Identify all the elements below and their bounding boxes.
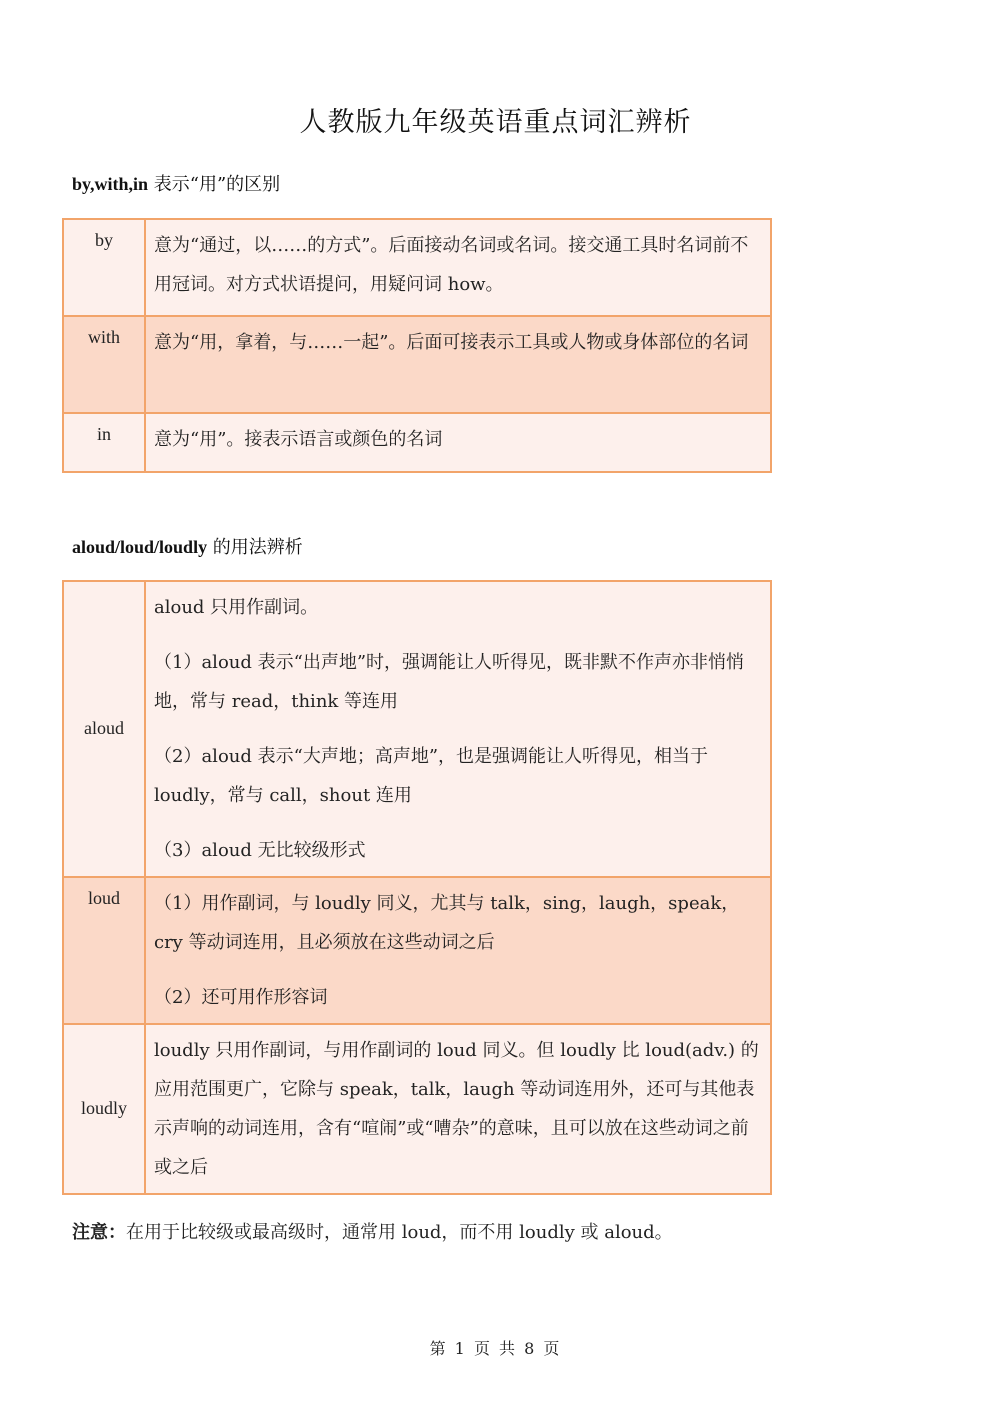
note-label: 注意：: [72, 1222, 126, 1243]
definition-paragraph: （2）aloud 表示“大声地；高声地”，也是强调能让人听得见，相当于 loudly，常与 call，shout 连用: [154, 746, 709, 806]
table-row: [63, 581, 771, 877]
note-text: 在用于比较级或最高级时，通常用 loud，而不用 loudly 或 aloud。: [126, 1222, 673, 1243]
term-cell: by: [63, 219, 145, 316]
term-cell: in: [63, 413, 145, 472]
term-cell: aloud: [63, 581, 145, 877]
definition-paragraph: （2）还可用作形容词: [154, 987, 328, 1008]
section-heading-cn: 的用法辨析: [207, 537, 303, 558]
definition-cell: [145, 1024, 771, 1194]
table-row: [63, 877, 771, 1024]
by-with-in-table: [62, 218, 772, 473]
table-row: [63, 1024, 771, 1194]
definition-paragraph: （1）aloud 表示“出声地”时，强调能让人听得见，既非默不作声亦非悄悄地，常与 read，think 等连用: [154, 652, 745, 712]
term-cell: with: [63, 316, 145, 413]
definition-cell: 意为“通过，以……的方式”。后面接动名词或名词。接交通工具时名词前不用冠词。对方式状语提问，用疑问词 how。: [145, 219, 771, 316]
definition-cell: 意为“用”。接表示语言或颜色的名词: [145, 413, 771, 472]
definition-cell: [145, 877, 771, 1024]
definition-paragraph: （3）aloud 无比较级形式: [154, 840, 366, 861]
definition-paragraph: loudly 只用作副词，与用作副词的 loud 同义。但 loudly 比 loud(adv.) 的应用范围更广，它除与 speak，talk，laugh 等动词连用外，还可与其他表示声响的动词连用，含有“喧闹”或“嘈杂”的意味，且可以放在这些动词之前或之后: [154, 1040, 759, 1178]
section-heading-en: by,with,in: [72, 174, 149, 194]
definition-paragraph: （1）用作副词，与 loudly 同义，尤其与 talk，sing，laugh，speak，cry 等动词连用，且必须放在这些动词之后: [154, 893, 740, 953]
section-heading-en: aloud/loud/loudly: [72, 537, 208, 557]
definition-cell: [145, 581, 771, 877]
page-title: 人教版九年级英语重点词汇辨析: [299, 107, 692, 138]
definition-paragraph: aloud 只用作副词。: [154, 597, 319, 618]
section-heading-by-with-in: [72, 170, 280, 196]
table-row: [63, 316, 771, 413]
term-cell: loudly: [63, 1024, 145, 1194]
definition-cell: 意为“用，拿着，与……一起”。后面可接表示工具或人物或身体部位的名词: [145, 316, 771, 413]
table-row: [63, 413, 771, 472]
term-cell: loud: [63, 877, 145, 1024]
page-footer: 第 1 页 共 8 页: [429, 1339, 562, 1358]
table-row: [63, 219, 771, 316]
aloud-loud-loudly-table: [62, 580, 772, 1195]
section-heading-cn: 表示“用”的区别: [148, 174, 281, 195]
note: [72, 1218, 673, 1244]
section-heading-aloud-loud-loudly: [72, 533, 303, 559]
